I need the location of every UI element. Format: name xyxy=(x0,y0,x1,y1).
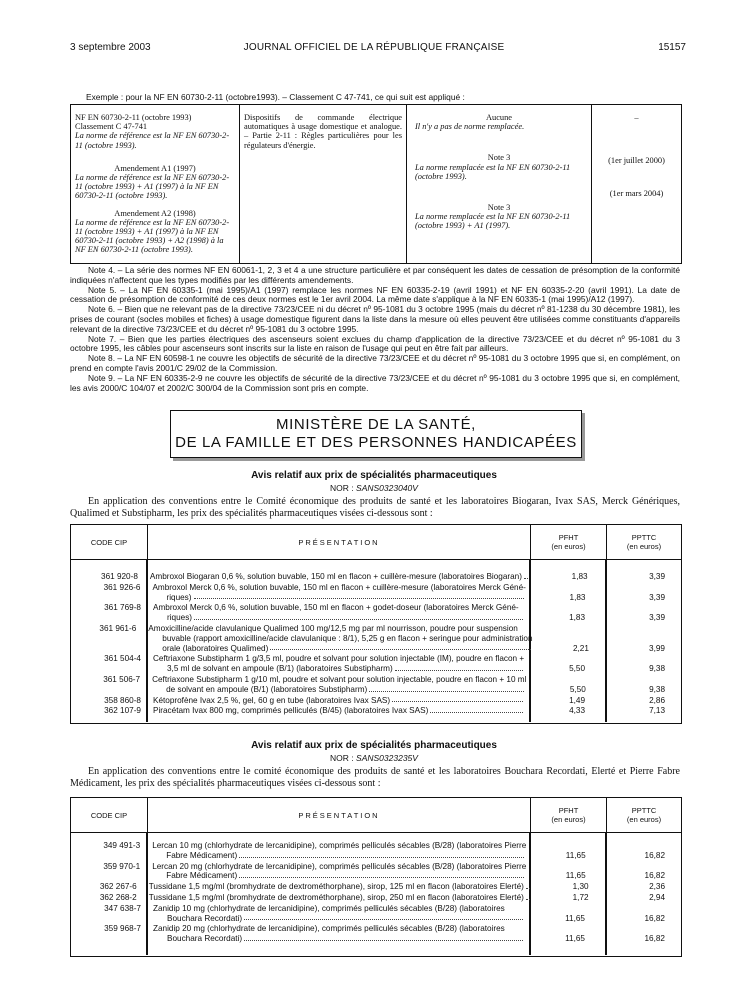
note-5: Note 5. – La NF EN 60335-1 (mai 1995)/A1 (1997) remplace les normes NF EN 60335-2-19 (avril 1991) et NF EN 60335-2-20 (avril 1991). La date de cessation de présomption de conformité de ces deux normes est le 1er avril 2004. La même date s'applique à la NF EN 60335-1 (mai 1995)/A12 (1997). xyxy=(70,284,680,305)
ppttc-value: 2,86 xyxy=(649,695,665,705)
leader-dots xyxy=(392,696,523,703)
cip-code: 349 491-3 xyxy=(103,841,141,850)
table-row xyxy=(71,706,681,716)
avis1-nor-code: SANS0323040V xyxy=(356,483,418,493)
avis1-header-presentation: PRÉSENTATION xyxy=(148,525,531,559)
presentation-text: Ceftriaxone Substipharm 1 g/3,5 ml, poudre et solvant pour solution injectable (IM), poudre en flacon + xyxy=(153,654,525,664)
table-row xyxy=(71,603,681,623)
avis2-table-body xyxy=(71,833,681,955)
avis2-header-ppttc: PPTTC (en euros) xyxy=(626,806,662,824)
ppttc-value: 9,38 xyxy=(649,684,665,694)
avis2-nor xyxy=(0,753,748,763)
presentation-cell xyxy=(143,893,538,903)
cip-code: 361 769-8 xyxy=(104,603,141,613)
presentation-line xyxy=(153,706,525,716)
cip-code: 347 638-7 xyxy=(104,903,141,913)
presentation-line xyxy=(153,904,525,914)
pfht-value: 1,49 xyxy=(569,695,585,705)
table-row xyxy=(71,675,681,695)
presentation-line xyxy=(153,924,525,934)
standard-line: La norme de référence est la NF EN 60730-2-11 (octobre 1993) + A1 (1997) à la NF EN 60730-2-11 (octobre 1993) + A2 (1998) à la NF EN 60730-2-11 (octobre 1993). xyxy=(75,217,230,255)
replaced-label: Note 3 xyxy=(487,153,511,163)
presentation-line xyxy=(153,914,525,924)
presentation-text: Ambroxol Biogaran 0,6 %, solution buvable, 150 ml en flacon + cuillère-mesure (laboratoires Biogaran) xyxy=(149,572,522,581)
presentation-text: Ceftriaxone Substipharm 1 g/10 ml, poudre et solvant pour solution injectable, poudre en flacon + 10 ml xyxy=(152,674,527,684)
presentation-line xyxy=(153,696,525,706)
table-row xyxy=(71,924,681,944)
presentation-line xyxy=(149,882,532,892)
presentation-line xyxy=(152,593,525,603)
avis1-header-code: CODE CIP xyxy=(71,525,148,559)
ppttc-value: 16,82 xyxy=(644,934,665,944)
ppttc-value: 3,99 xyxy=(649,643,665,653)
presentation-line xyxy=(153,603,525,613)
avis2-header-pfht: PFHT (en euros) xyxy=(531,798,607,832)
table-row xyxy=(71,882,681,892)
cip-code: 361 920-8 xyxy=(101,572,138,581)
standard-line: La norme de référence est la NF EN 60730-2-11 (octobre 1993) + A1 (1997) à la NF EN 60730-2-11 (octobre 1993). xyxy=(75,173,230,201)
standards-reference-cell xyxy=(75,209,235,255)
presentation-text: riques) xyxy=(167,613,193,623)
presentation-text: buvable (rapport amoxicilline/acide clavulanique : 8/1), 5,25 g en flacon + seringue pour administration xyxy=(162,633,533,643)
pfht-value: 1,83 xyxy=(569,613,585,623)
ppttc-value: 9,38 xyxy=(649,664,665,674)
note-9: Note 9. – La NF EN 60335-2-9 ne couvre les objectifs de sécurité de la directive 73/23/CEE et du décret nº 95-1081 du 3 octobre 1995 que si, en complément, les avis 2000/C 104/07 et 2002/C 300/04 de la Commission sont pris en compte. xyxy=(70,372,680,393)
presentation-line xyxy=(150,572,530,582)
presentation-text: Kétoprofène Ivax 2,5 %, gel, 60 g en tube (laboratoires Ivax SAS) xyxy=(153,695,391,705)
note-6: Note 6. – Bien que ne relevant pas de la directive 73/23/CEE ni du décret nº 95-1081 du 3 octobre 1995 (mais du décret nº 81-1238 du 30 décembre 1981), les prises de courant (socles mobiles et fiches) à usage domestique figurent dans la liste dans la mesure où elles peuvent être utilisées comme constituants d'appareils relevant de la directive 73/23/CEE et du décret nº 95-1081 du 3 octobre 1995. xyxy=(70,304,680,334)
standards-date-cell: (1er juillet 2000) xyxy=(608,156,665,166)
ministry-heading-box xyxy=(170,410,582,458)
standards-replaced-cell xyxy=(411,203,587,231)
ppttc-value: 16,82 xyxy=(644,871,666,881)
header-page-number: 15157 xyxy=(658,42,686,53)
presentation-cell xyxy=(147,603,531,623)
presentation-cell xyxy=(147,696,531,706)
avis2-header-presentation: PRÉSENTATION xyxy=(148,798,531,832)
cip-code: 358 860-8 xyxy=(104,695,141,705)
pfht-value: 1,83 xyxy=(571,572,588,581)
ppttc-value: 3,39 xyxy=(649,572,666,581)
ppttc-value: 7,13 xyxy=(649,706,665,716)
presentation-line xyxy=(152,685,526,695)
pfht-value: 1,30 xyxy=(572,882,589,892)
presentation-cell xyxy=(146,583,531,603)
cip-code: 362 268-2 xyxy=(99,892,137,902)
standards-reference-cell xyxy=(75,113,235,150)
header-date: 3 septembre 2003 xyxy=(70,42,151,53)
presentation-line xyxy=(152,841,526,851)
replaced-text: Il n'y a pas de norme remplacée. xyxy=(415,122,525,132)
avis2-title: Avis relatif aux prix de spécialités pharmaceutiques xyxy=(251,740,497,751)
avis1-intro: En application des conventions entre le Comité économique des produits de santé et les laboratoires Biogaran, Ivax SAS, Merck Génériques, Qualimed et Substipharm, les prix des spécialités pharmaceutiques visées ci-dessous sont : xyxy=(70,496,680,519)
standards-col-reference xyxy=(71,105,240,263)
leader-dots xyxy=(526,882,530,889)
standards-col-title xyxy=(240,105,407,263)
ppttc-value: 2,94 xyxy=(649,892,665,902)
presentation-line xyxy=(152,871,526,881)
pfht-value: 11,65 xyxy=(565,913,585,923)
presentation-text: Fabre Médicament) xyxy=(166,871,238,881)
standards-replaced-cell xyxy=(411,113,587,131)
pfht-value: 4,33 xyxy=(569,706,585,716)
note-8: Note 8. – La NF EN 60598-1 ne couvre les objectifs de sécurité de la directive 73/23/CEE et du décret nº 95-1081 du 3 octobre 1995 que si, en complément, on prend en compte l'avis 2001/C 29/02 de la Commission. xyxy=(70,353,680,373)
presentation-cell xyxy=(146,841,532,861)
standards-col-replaced xyxy=(407,105,592,263)
table-row xyxy=(71,862,681,882)
avis1-price-table xyxy=(70,524,682,724)
pfht-value: 11,65 xyxy=(565,850,586,860)
standard-line: La norme de référence est la NF EN 60730-2-11 (octobre 1993). xyxy=(75,131,230,150)
standards-date-cell: (1er mars 2004) xyxy=(609,189,664,199)
example-line: Exemple : pour la NF EN 60730-2-11 (octobre1993). – Classement C 47-741, ce qui suit est appliqué : xyxy=(86,92,465,102)
presentation-text: Fabre Médicament) xyxy=(166,850,238,860)
presentation-text: Piracétam Ivax 800 mg, comprimés pelliculés (B/45) (laboratoires Ivax SAS) xyxy=(153,706,429,716)
cip-code: 359 968-7 xyxy=(104,924,141,934)
pfht-value: 11,65 xyxy=(565,934,585,944)
avis2-nor-code: SANS0323235V xyxy=(356,753,418,763)
avis2-rows xyxy=(71,841,681,945)
presentation-line xyxy=(153,613,525,623)
avis1-nor-label: NOR : xyxy=(330,483,357,493)
standards-reference-cell xyxy=(75,164,235,201)
avis1-nor xyxy=(0,483,748,493)
presentation-text: Lercan 10 mg (chlorhydrate de lercanidipine), comprimés pelliculés sécables (B/28) (laboratoires Pierre xyxy=(152,841,527,850)
presentation-line xyxy=(148,624,532,634)
presentation-cell xyxy=(147,904,531,924)
avis2-intro: En application des conventions entre le comité économique des produits de santé et les laboratoires Bouchara Recordati, Elerté et Pierre Fabre Médicament, les prix des spécialités pharmaceutiques visées ci-dessous sont : xyxy=(70,766,680,789)
presentation-cell xyxy=(146,862,532,882)
leader-dots xyxy=(244,934,523,941)
leader-dots xyxy=(430,706,523,713)
replaced-text: La norme remplacée est la NF EN 60730-2-11 (octobre 1993). xyxy=(415,162,571,181)
leader-dots xyxy=(369,685,524,692)
presentation-text: Amoxicilline/acide clavulanique Qualimed 100 mg/12,5 mg par ml nourrisson, poudre pour suspension xyxy=(148,623,518,633)
presentation-text: Zanidip 20 mg (chlorhydrate de lercanidipine), comprimés pelliculés sécables (B/28) (laboratoires xyxy=(153,924,505,934)
cip-code: 361 504-4 xyxy=(104,654,141,664)
presentation-text: riques) xyxy=(166,592,192,602)
standards-replaced-cell xyxy=(411,153,587,181)
pfht-value: 2,21 xyxy=(572,643,589,653)
presentation-text: Lercan 20 mg (chlorhydrate de lercanidipine), comprimés pelliculés sécables (B/28) (laboratoires Pierre xyxy=(152,861,527,871)
standard-line: Classement C 47-741 xyxy=(75,122,148,132)
avis1-rows xyxy=(71,572,681,717)
presentation-text: Ambroxol Merck 0,6 %, solution buvable, 150 ml en flacon + cuillère-mesure (laboratoires Merck Géné- xyxy=(152,582,526,592)
presentation-line xyxy=(152,675,526,685)
standards-replaced-cells xyxy=(411,113,587,231)
presentation-cell xyxy=(142,624,538,653)
avis1-table-body xyxy=(71,560,681,722)
table-row xyxy=(71,654,681,674)
presentation-line xyxy=(152,583,525,593)
presentation-line xyxy=(153,934,525,944)
presentation-text: Zanidip 10 mg (chlorhydrate de lercanidipine), comprimés pelliculés sécables (B/28) (laboratoires xyxy=(153,903,505,913)
presentation-cell xyxy=(144,572,536,582)
presentation-cell xyxy=(147,924,531,944)
standards-reference-cells xyxy=(75,113,235,255)
avis1-title: Avis relatif aux prix de spécialités pharmaceutiques xyxy=(251,470,497,481)
avis2-nor-label: NOR : xyxy=(330,753,357,763)
presentation-line xyxy=(148,634,532,644)
standard-name: Amendement A2 (1998) xyxy=(114,208,196,218)
notes-section xyxy=(70,266,680,393)
pfht-value: 1,83 xyxy=(569,592,586,602)
avis1-header-pfht: PFHT (en euros) xyxy=(531,525,607,559)
ppttc-value: 3,39 xyxy=(649,613,665,623)
table-row xyxy=(71,904,681,924)
presentation-cell xyxy=(147,654,531,674)
presentation-text: Tussidane 1,5 mg/ml (bromhydrate de dextrométhorphane), sirop, 250 ml en flacon (laboratoires Elerté) xyxy=(148,892,524,902)
presentation-line xyxy=(148,644,532,654)
pfht-value: 5,50 xyxy=(569,664,585,674)
standards-title-text: Dispositifs de commande électrique automatiques à usage domestique et analogue. – Partie 2-11 : Règles particulières pour les régulateurs d'énergie. xyxy=(244,113,402,150)
avis1-header-ppttc: PPTTC (en euros) xyxy=(626,533,662,551)
leader-dots xyxy=(244,914,523,921)
standards-table-grid xyxy=(71,105,681,263)
presentation-line xyxy=(153,654,525,664)
table-row xyxy=(71,583,681,603)
presentation-line xyxy=(149,893,532,903)
presentation-cell xyxy=(147,706,531,716)
table-row xyxy=(71,624,681,653)
leader-dots xyxy=(194,593,524,600)
table-row xyxy=(71,572,681,582)
ministry-line-1: MINISTÈRE DE LA SANTÉ, xyxy=(276,416,476,433)
pfht-value: 1,72 xyxy=(572,892,589,902)
avis2-price-table xyxy=(70,797,682,957)
leader-dots xyxy=(239,871,524,878)
ppttc-value: 2,36 xyxy=(649,882,665,892)
presentation-text: 3,5 ml de solvant en ampoule (B/1) (laboratoires Substipharm) xyxy=(167,664,393,674)
ppttc-value: 3,39 xyxy=(649,592,666,602)
cip-code: 359 970-1 xyxy=(103,861,141,871)
replaced-label: Note 3 xyxy=(487,203,511,213)
presentation-text: Ambroxol Merck 0,6 %, solution buvable, 150 ml en flacon + godet-doseur (laboratoires Merck Géné- xyxy=(153,603,519,613)
presentation-line xyxy=(152,862,526,872)
leader-dots xyxy=(524,572,528,579)
header-journal-title: JOURNAL OFFICIEL DE LA RÉPUBLIQUE FRANÇAISE xyxy=(243,42,505,53)
leader-dots xyxy=(239,851,524,858)
standard-name: Amendement A1 (1997) xyxy=(114,163,196,173)
pfht-value: 5,50 xyxy=(569,684,586,694)
table-row xyxy=(71,893,681,903)
standard-name: NF EN 60730-2-11 (octobre 1993) xyxy=(75,113,192,122)
table-row xyxy=(71,841,681,861)
presentation-cell xyxy=(146,675,532,695)
ppttc-value: 16,82 xyxy=(644,913,665,923)
cip-code: 361 926-6 xyxy=(103,582,141,592)
presentation-text: Bouchara Recordati) xyxy=(167,913,243,923)
replaced-label: Aucune xyxy=(485,113,513,122)
cip-code: 361 506-7 xyxy=(103,674,141,684)
ministry-line-2: DE LA FAMILLE ET DES PERSONNES HANDICAPÉES xyxy=(175,434,577,451)
avis1-table-header xyxy=(71,525,681,560)
standards-col-date xyxy=(592,105,682,263)
cip-code: 361 961-6 xyxy=(99,623,137,633)
cip-code: 362 107-9 xyxy=(104,706,141,716)
standards-date-cells xyxy=(596,113,677,199)
presentation-text: Bouchara Recordati) xyxy=(167,934,243,944)
presentation-text: Tussidane 1,5 mg/ml (bromhydrate de dextrométhorphane), sirop, 125 ml en flacon (laboratoires Elerté) xyxy=(148,882,524,892)
standards-table xyxy=(70,104,682,264)
standards-date-cell: – xyxy=(634,113,639,122)
note-4: Note 4. – La série des normes NF EN 60061-1, 2, 3 et 4 a une structure particulière et par conséquent les dates de cessation de présomption de la conformité indiquées n'affectent que les types modifiés par les différents amendements. xyxy=(70,265,680,285)
presentation-text: orale (laboratoires Qualimed) xyxy=(162,643,269,653)
avis2-table-header xyxy=(71,798,681,833)
presentation-line xyxy=(153,664,525,674)
presentation-cell xyxy=(143,882,538,892)
note-7: Note 7. – Bien que les parties électriques des ascenseurs soient exclues du champ d'application de la directive 73/23/CEE et du décret nº 95-1081 du 3 octobre 1995, les câbles pour ascenseurs sont inscrits sur la liste en raison de l'usage qui peut en être fait par ailleurs. xyxy=(70,333,680,354)
presentation-text: de solvant en ampoule (B/1) (laboratoires Substipharm) xyxy=(166,684,368,694)
replaced-text: La norme remplacée est la NF EN 60730-2-11 (octobre 1993) + A1 (1997). xyxy=(415,212,571,231)
cip-code: 362 267-6 xyxy=(99,882,137,892)
leader-dots xyxy=(526,893,530,900)
pfht-value: 11,65 xyxy=(565,871,586,881)
leader-dots xyxy=(270,644,530,651)
avis2-header-code: CODE CIP xyxy=(71,798,148,832)
leader-dots xyxy=(395,664,523,671)
leader-dots xyxy=(194,613,523,620)
presentation-line xyxy=(152,851,526,861)
ppttc-value: 16,82 xyxy=(644,850,666,860)
table-row xyxy=(71,696,681,706)
